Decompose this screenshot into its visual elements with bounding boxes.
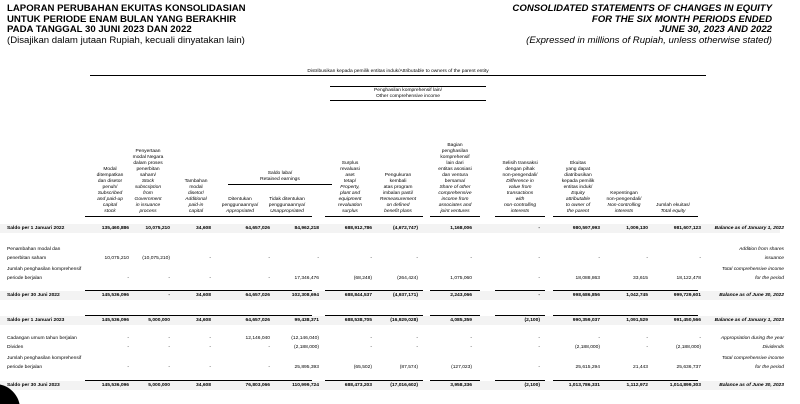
rule-attributable: [90, 75, 706, 76]
column-header-7-line-2: kembali: [389, 179, 407, 184]
rule-total: [648, 290, 698, 291]
column-header-4-line-2: penggunaannya/: [221, 203, 259, 208]
row-value: -: [538, 293, 540, 298]
column-header-8-line-11: associates and: [438, 203, 472, 208]
row-value: -: [538, 226, 540, 231]
row-value: -: [209, 275, 211, 281]
column-header-2-line-6: Stock: [141, 179, 155, 184]
row-value: -: [168, 344, 170, 350]
column-header-6-line-2: revaluasi: [340, 167, 360, 172]
row-english-label: Balance as of June 30, 2022: [719, 293, 784, 298]
rule-column-5: [262, 216, 312, 217]
column-header-2-line-7: subscription: [134, 185, 162, 190]
row-value: (4,937,171): [392, 293, 418, 298]
row-value: 12,146,040: [245, 336, 270, 341]
subtitle-en: (Expressed in millions of Rupiah, unless otherwise stated): [526, 34, 772, 46]
column-header-9-line-5: value from: [508, 185, 532, 190]
row-value: -: [168, 364, 170, 370]
rule-total: [262, 290, 312, 291]
column-header-1-line-3: dan disetor: [97, 179, 123, 184]
row-value: 688,538,705: [344, 318, 372, 323]
column-header-8-line-6: dan ventura: [442, 173, 468, 178]
row-value: -: [168, 336, 170, 341]
column-header-4-line-3: Appropriated: [225, 209, 254, 214]
row-value: -: [416, 344, 418, 350]
column-header-10-line-6: Equity: [571, 191, 585, 196]
column-header-6-line-1: Surplus: [341, 161, 359, 166]
rule-total: [215, 290, 265, 291]
rule-total: [430, 315, 480, 316]
column-header-9-line-2: dengan pihak: [505, 167, 535, 172]
row-value: -: [646, 255, 648, 261]
rule-total: [495, 290, 545, 291]
column-header-2-line-1: Penyertaan: [135, 149, 161, 154]
rule-total: [123, 290, 173, 291]
column-header-6-line-9: surplus: [342, 209, 358, 214]
row-value: (2,100): [524, 318, 540, 323]
row-label: Dividen: [7, 344, 24, 350]
group-oci-line2: Other comprehensive income: [376, 94, 440, 99]
row-value: 21,443: [633, 364, 648, 370]
row-value: 3,958,336: [450, 383, 472, 388]
rule-total: [495, 315, 545, 316]
column-header-6-line-6: plant and: [339, 191, 361, 196]
row-english-label: issuance: [764, 255, 784, 261]
rule-total: [373, 315, 423, 316]
rule-total: [430, 290, 480, 291]
rule-total: [215, 315, 265, 316]
row-value: -: [209, 344, 211, 350]
group-attributable: Distribusikan kepada pemilik entitas induk/Attributable to owners of the parent entity: [307, 69, 489, 74]
row-value: -: [470, 336, 472, 341]
row-value: (87,574): [399, 364, 418, 370]
row-value: 102,308,694: [291, 293, 319, 298]
column-header-7-line-7: benefit plans: [384, 209, 412, 214]
row-value: 34,608: [196, 318, 211, 323]
row-value: 34,608: [196, 226, 211, 231]
row-value: 145,536,096: [101, 318, 129, 323]
column-header-8-line-12: joint ventures: [440, 209, 470, 214]
row-value: (4,672,747): [392, 226, 418, 231]
column-header-9-line-8: non-controlling: [503, 203, 537, 208]
row-label: periode berjalan: [7, 364, 43, 370]
rule-total: [495, 380, 545, 381]
row-value: -: [268, 255, 270, 261]
column-header-10-line-5: entitas induk/: [563, 185, 593, 190]
row-value: -: [699, 255, 701, 261]
title-en-line2: FOR THE SIX MONTH PERIODS ENDED: [591, 13, 772, 25]
row-value: 25,895,393: [294, 364, 319, 370]
row-value: -: [470, 344, 472, 350]
column-header-9-line-6: transactions: [506, 191, 534, 196]
group-oci-line1: Penghasilan komprehensif lain/: [374, 88, 442, 93]
rule-total: [430, 380, 480, 381]
column-header-2-line-10: in issuance: [135, 203, 161, 208]
row-value: 17,346,476: [294, 275, 319, 281]
title-id-line1: LAPORAN PERUBAHAN EKUITAS KONSOLIDASIAN: [7, 3, 246, 14]
row-label: Penambahan modal dan: [7, 247, 61, 252]
row-english-label: Balance as of January 1, 2023: [714, 318, 784, 323]
row-value: 1,075,060: [450, 275, 472, 281]
column-header-3-line-4: Additional: [185, 197, 207, 202]
column-header-11-line-1: Kepentingan: [610, 191, 638, 196]
rule-column-10: [553, 216, 603, 217]
row-english-label: Total comprehensive income: [721, 267, 784, 272]
row-value: -: [209, 255, 211, 261]
column-header-11-line-4: interests: [614, 209, 634, 214]
column-header-1-line-5: Subscribed: [97, 191, 123, 196]
column-header-1-line-6: and paid-up: [97, 197, 123, 202]
column-header-10-line-8: to owner of: [565, 203, 591, 208]
column-header-10-line-3: diatribusikan: [564, 173, 592, 178]
rule-total: [262, 315, 312, 316]
row-value: -: [209, 364, 211, 370]
column-header-10-line-2: yang dapat: [565, 167, 591, 172]
column-header-3-line-1: Tambahan: [184, 179, 208, 184]
row-value: 64,657,026: [245, 318, 270, 323]
row-value: 990,359,037: [572, 318, 600, 323]
row-value: 999,729,601: [673, 293, 701, 298]
row-value: (127,023): [451, 364, 472, 370]
rule-total: [599, 380, 649, 381]
column-header-8-line-8: Share of other: [439, 185, 471, 190]
row-value: 688,912,786: [344, 226, 372, 231]
row-value: (2,188,000): [574, 344, 600, 350]
column-header-3-line-2: modal: [189, 185, 203, 190]
column-header-3-line-5: paid-in: [188, 203, 204, 208]
row-value: (65,502): [353, 364, 372, 370]
row-value: 688,473,203: [344, 383, 372, 388]
row-english-label: Addition from shares: [739, 247, 784, 252]
column-header-10-line-7: attributable: [565, 197, 591, 202]
row-value: 110,999,724: [292, 383, 319, 388]
column-header-6-line-8: revaluation: [338, 203, 362, 208]
row-english-label: Dividends: [762, 344, 784, 350]
row-value: -: [268, 275, 270, 281]
column-header-3-line-3: disetor/: [187, 191, 205, 196]
column-header-11-line-3: Non-controlling: [607, 203, 641, 208]
row-value: 34,608: [196, 383, 211, 388]
column-header-8-line-9: comprehensive: [438, 191, 472, 196]
column-header-6-line-3: aset: [345, 173, 355, 178]
column-header-3-line-6: capital: [188, 209, 204, 214]
rule-column-11: [599, 216, 649, 217]
title-en-line1: CONSOLIDATED STATEMENTS OF CHANGES IN EQUITY: [512, 3, 772, 14]
row-label: Jumlah penghasilan komprehensif: [7, 356, 82, 361]
rule-total: [553, 290, 603, 291]
column-header-4-line-1: Ditentukan: [228, 197, 252, 202]
row-value: -: [538, 364, 540, 370]
row-value: -: [370, 344, 372, 350]
row-value: -: [646, 344, 648, 350]
row-english-label: for the period: [755, 364, 784, 370]
column-header-10-line-9: the parent: [566, 209, 590, 214]
row-value: -: [598, 336, 600, 341]
column-header-5-line-3: Unappropriated: [270, 209, 304, 214]
rule-retained: [228, 184, 332, 185]
rule-oci-top: [330, 86, 486, 87]
row-value: 84,962,218: [294, 226, 319, 231]
row-value: -: [370, 336, 372, 341]
column-header-9-line-4: Difference in: [506, 179, 534, 184]
title-id-line2: UNTUK PERIODE ENAM BULAN YANG BERAKHIR: [7, 13, 237, 25]
column-header-9-line-9: interests: [510, 209, 530, 214]
rule-column-12: [648, 216, 698, 217]
row-value: 18,088,863: [575, 275, 600, 281]
column-header-1-line-8: stock: [104, 209, 116, 214]
row-value: -: [538, 336, 540, 341]
column-header-8-line-10: income from: [441, 197, 469, 202]
row-value: 688,844,537: [344, 293, 372, 298]
rule-total: [648, 380, 698, 381]
row-value: -: [168, 275, 170, 281]
row-value: -: [416, 255, 418, 261]
row-value: (10,075,210): [142, 255, 170, 261]
column-header-1-line-4: penuh/: [102, 185, 118, 190]
group-retained-line2: Retained earnings: [260, 177, 300, 182]
row-label: Jumlah penghasilan komprehensif: [7, 267, 82, 272]
row-value: 34,608: [196, 293, 211, 298]
column-header-2-line-8: from: [143, 191, 153, 196]
row-value: 1,168,006: [450, 226, 472, 231]
row-value: -: [127, 344, 129, 350]
rule-total: [553, 380, 603, 381]
row-value: (68,248): [353, 275, 372, 281]
rule-total: [171, 315, 221, 316]
row-value: -: [646, 336, 648, 341]
subtitle-id: (Disajikan dalam jutaan Rupiah, kecuali dinyatakan lain): [7, 34, 245, 46]
row-value: 145,536,096: [101, 383, 129, 388]
row-value: -: [127, 275, 129, 281]
column-header-8-line-3: komprehensif: [440, 155, 470, 160]
column-header-10-line-4: kepada pemilik: [561, 179, 595, 184]
row-value: (2,188,000): [675, 344, 701, 350]
row-value: (264,424): [397, 275, 418, 281]
row-value: -: [317, 255, 319, 261]
row-value: 980,597,993: [572, 226, 600, 231]
row-value: 1,009,130: [626, 226, 648, 231]
rule-total: [553, 315, 603, 316]
column-header-5-line-1: Tidak ditentukan: [269, 197, 305, 202]
row-value: 33,615: [633, 275, 648, 281]
row-value: -: [538, 255, 540, 261]
row-value: -: [168, 293, 170, 298]
row-english-label: Appropriation during the year: [720, 336, 784, 341]
title-en-line3: JUNE 30, 2023 AND 2022: [659, 24, 772, 35]
row-value: 2,243,066: [450, 293, 472, 298]
rule-column-7: [373, 216, 423, 217]
column-header-9-line-7: with: [515, 197, 525, 202]
column-header-1-line-7: capital: [102, 203, 118, 208]
rule-total: [171, 380, 221, 381]
row-label: penerbitan saham: [7, 255, 47, 261]
column-header-1-line-2: ditempatkan: [96, 173, 124, 178]
row-label: periode berjalan: [7, 275, 43, 281]
row-value: -: [416, 336, 418, 341]
column-header-2-line-5: saham/: [139, 173, 157, 178]
column-header-9-line-3: non-pengendali/: [502, 173, 538, 178]
column-header-2-line-9: Government: [134, 197, 162, 202]
column-header-7-line-5: Remeasurement: [379, 197, 417, 202]
rule-total: [325, 315, 375, 316]
row-label: Saldo per 1 Januari 2022: [7, 226, 65, 231]
row-value: -: [127, 364, 129, 370]
row-value: 10,075,210: [145, 226, 170, 231]
row-value: -: [268, 364, 270, 370]
column-header-2-line-3: dalam proses: [133, 161, 163, 166]
row-value: 64,657,026: [245, 293, 270, 298]
column-header-9-line-1: Selisih transaksi: [502, 161, 538, 166]
column-header-7-line-4: imbalan pasti/: [382, 191, 414, 196]
row-label: Cadangan umum tahun berjalan: [7, 336, 77, 341]
row-english-label: Balance as of June 30, 2023: [719, 383, 784, 388]
rule-column-4: [215, 216, 265, 217]
row-value: 64,657,026: [245, 226, 270, 231]
row-value: 1,014,899,303: [669, 383, 701, 388]
row-value: 1,112,972: [626, 383, 648, 388]
column-header-6-line-5: Property,: [340, 185, 360, 190]
row-value: 1,091,529: [626, 318, 648, 323]
row-label: Saldo per 30 Juni 2023: [7, 383, 60, 388]
column-header-8-line-1: Bagian: [447, 143, 463, 148]
row-value: (16,929,028): [390, 318, 418, 323]
row-value: 981,607,123: [673, 226, 701, 231]
title-id-line3: PADA TANGGAL 30 JUNI 2023 DAN 2022: [7, 24, 192, 35]
rule-total: [648, 315, 698, 316]
column-header-1-line-1: Modal: [103, 167, 117, 172]
column-header-2-line-4: penerbitan: [136, 167, 160, 172]
column-header-5-line-2: penggunaannya/: [268, 203, 306, 208]
row-value: 76,803,066: [245, 383, 270, 388]
column-header-12-line-1: Jumlah ekuitas/: [656, 203, 690, 208]
rule-column-2: [123, 216, 173, 217]
rule-total: [373, 380, 423, 381]
column-header-10-line-1: Ekuitas: [569, 161, 587, 166]
row-value: -: [268, 344, 270, 350]
rule-column-8: [430, 216, 480, 217]
column-header-11-line-2: non-pengendali/: [606, 197, 642, 202]
row-value: 18,122,478: [676, 275, 701, 281]
column-header-2-line-2: modal Negara: [132, 155, 164, 160]
rule-total: [123, 315, 173, 316]
rule-total: [215, 380, 265, 381]
row-value: (12,146,040): [291, 336, 319, 341]
column-header-8-line-2: penghasilan: [441, 149, 469, 154]
row-value: 5,000,000: [148, 383, 170, 388]
rule-total: [325, 290, 375, 291]
column-header-7-line-3: atas program: [383, 185, 413, 190]
row-value: -: [699, 336, 701, 341]
row-label: Saldo per 1 Januari 2023: [7, 318, 65, 323]
row-label: Saldo per 30 Juni 2022: [7, 293, 60, 298]
rule-total: [599, 315, 649, 316]
header-indonesian: [7, 4, 387, 46]
column-header-7-line-1: Pengukuran: [384, 173, 412, 178]
rule-total: [325, 380, 375, 381]
row-value: -: [127, 336, 129, 341]
header-english: [392, 4, 772, 46]
row-value: -: [209, 336, 211, 341]
row-value: (17,016,602): [390, 383, 418, 388]
column-header-12-line-2: Total equity: [660, 209, 686, 214]
row-value: 135,460,886: [101, 226, 129, 231]
row-value: 5,000,000: [148, 318, 170, 323]
row-value: 998,686,856: [572, 293, 600, 298]
column-header-6-line-4: tetap/: [343, 179, 357, 184]
row-value: 145,536,096: [101, 293, 129, 298]
rule-total: [599, 290, 649, 291]
row-value: 991,450,566: [673, 318, 701, 323]
row-value: (2,100): [524, 383, 540, 388]
row-value: -: [598, 255, 600, 261]
rule-total: [262, 380, 312, 381]
column-header-8-line-5: entitas asosiasi: [438, 167, 472, 172]
row-value: 4,085,359: [450, 318, 472, 323]
row-value: -: [470, 255, 472, 261]
row-english-label: Total comprehensive income: [721, 356, 784, 361]
rule-total: [373, 290, 423, 291]
row-value: 1,042,745: [626, 293, 648, 298]
group-retained-line1: Saldo laba/: [267, 171, 293, 176]
row-value: -: [538, 344, 540, 350]
column-header-8-line-4: lain dari: [446, 161, 464, 166]
column-header-7-line-6: on defined: [386, 203, 410, 208]
rule-column-6: [325, 216, 375, 217]
column-header-2-line-11: process: [139, 209, 157, 214]
row-english-label: for the period: [755, 275, 784, 281]
column-header-6-line-7: equipment: [338, 197, 362, 202]
rule-oci-bottom: [330, 100, 486, 101]
row-value: 25,615,294: [575, 364, 600, 370]
row-english-label: Balance as of January 1, 2022: [714, 226, 784, 231]
row-value: -: [538, 275, 540, 281]
rule-column-9: [495, 216, 545, 217]
rule-total: [171, 290, 221, 291]
rule-column-3: [171, 216, 221, 217]
row-value: 10,075,210: [104, 255, 129, 261]
row-value: 25,636,737: [676, 364, 701, 370]
row-value: 1,013,786,331: [568, 383, 600, 388]
rule-total: [123, 380, 173, 381]
column-header-8-line-7: bersama/: [444, 179, 466, 184]
row-value: (2,188,000): [293, 344, 319, 350]
row-value: 99,438,371: [294, 318, 319, 323]
row-value: -: [370, 255, 372, 261]
